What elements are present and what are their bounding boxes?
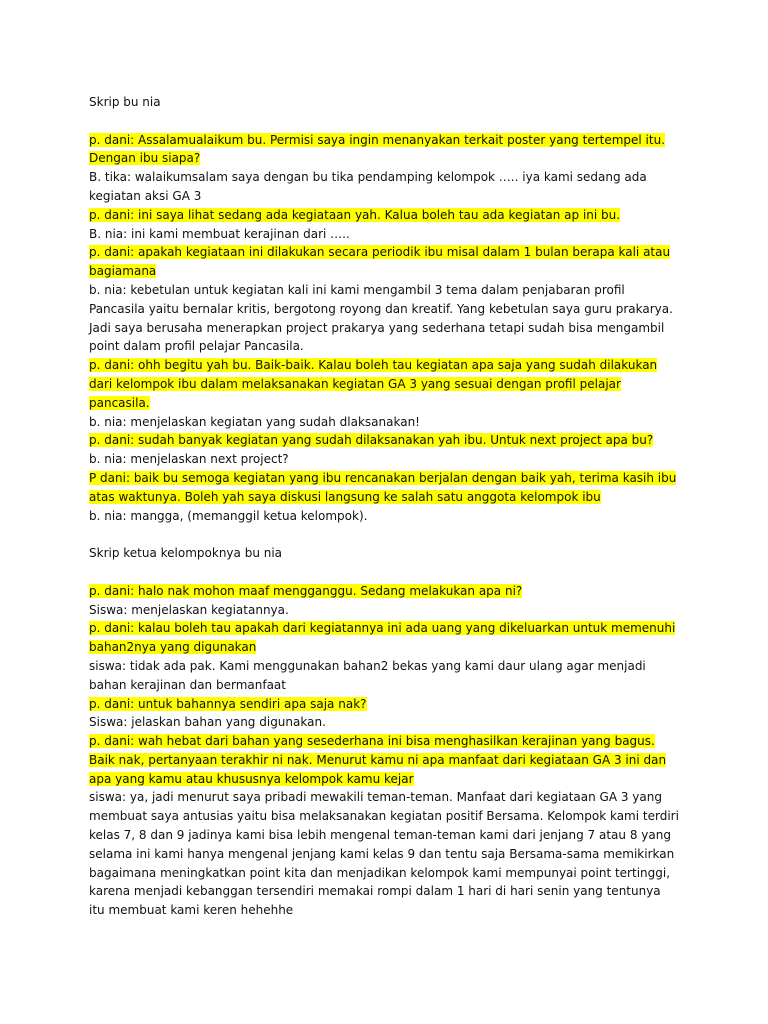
dialogue-text: B. tika: walaikumsalam saya dengan bu tika pendamping kelompok ….. iya kami sedang ada kegiatan aksi GA 3	[89, 170, 647, 203]
dialogue-line	[89, 657, 679, 695]
dialogue-text: siswa: tidak ada pak. Kami menggunakan bahan2 bekas yang kami daur ulang agar menjadi bahan kerajinan dan bermanfaat	[89, 658, 646, 692]
dialogue-section-2	[89, 582, 679, 920]
highlighted-text: p. dani: untuk bahannya sendiri apa saja nak?	[89, 696, 367, 711]
dialogue-line	[89, 582, 679, 601]
highlighted-text: p. dani: wah hebat dari bahan yang sesederhana ini bisa menghasilkan kerajinan yang bagus. Baik nak, pertanyaan terakhir ni nak. Menurut kamu ni apa manfaat dari kegiataan GA 3 ini dan apa yang kamu atau khususnya kelompok kamu kejar	[89, 734, 667, 786]
dialogue-line	[89, 131, 679, 169]
highlighted-text: p. dani: ohh begitu yah bu. Baik-baik. Kalau boleh tau kegiatan apa saja yang sudah dilakukan dari kelompok ibu dalam melaksanakan kegiatan GA 3 yang sesuai dengan profil pelajar pancasila.	[89, 358, 658, 410]
highlighted-text: p. dani: halo nak mohon maaf mengganggu. Sedang melakukan apa ni?	[89, 583, 523, 598]
heading-skrip-ketua-kelompok: Skrip ketua kelompoknya bu nia	[89, 546, 283, 561]
dialogue-line	[89, 601, 679, 620]
dialogue-line	[89, 206, 679, 225]
dialogue-text: b. nia: menjelaskan next project?	[89, 452, 289, 467]
document-content	[89, 93, 679, 920]
dialogue-text: B. nia: ini kami membuat kerajinan dari …..	[89, 226, 350, 241]
dialogue-line	[89, 168, 679, 206]
dialogue-line	[89, 788, 679, 920]
highlighted-text: p. dani: kalau boleh tau apakah dari kegiatannya ini ada uang yang dikeluarkan untuk memenuhi bahan2nya yang digunakan	[89, 621, 676, 655]
dialogue-line	[89, 507, 679, 526]
highlighted-text: p. dani: sudah banyak kegiatan yang sudah dilaksanakan yah ibu. Untuk next project apa bu?	[89, 433, 654, 448]
dialogue-line	[89, 356, 679, 412]
dialogue-section-1	[89, 131, 679, 526]
highlighted-text: p. dani: Assalamualaikum bu. Permisi saya ingin menanyakan terkait poster yang tertempel itu. Dengan ibu siapa?	[89, 132, 666, 166]
highlighted-text: p. dani: ini saya lihat sedang ada kegiataan yah. Kalua boleh tau ada kegiatan ap ini bu.	[89, 207, 621, 222]
highlighted-text: P dani: baik bu semoga kegiatan yang ibu rencanakan berjalan dengan baik yah, terima kasih ibu atas waktunya. Boleh yah saya diskusi langsung ke salah satu anggota kelompok ibu	[89, 470, 677, 504]
dialogue-text: b. nia: kebetulan untuk kegiatan kali ini kami mengambil 3 tema dalam penjabaran profil Pancasila yaitu bernalar kritis, bergotong royong dan kreatif. Yang kebetulan saya guru prakarya. Jadi saya berusaha menerapkan project prakarya yang sederhana tetapi sudah bisa mengambil point dalam profil pelajar Pancasila.	[89, 282, 673, 354]
dialogue-text: b. nia: mangga, (memanggil ketua kelompok).	[89, 508, 368, 523]
highlighted-text: p. dani: apakah kegiataan ini dilakukan secara periodik ibu misal dalam 1 bulan berapa kali atau bagiamana	[89, 245, 671, 279]
dialogue-text: b. nia: menjelaskan kegiatan yang sudah dlaksanakan!	[89, 414, 420, 429]
dialogue-text: Siswa: jelaskan bahan yang digunakan.	[89, 715, 326, 730]
dialogue-line	[89, 225, 679, 244]
dialogue-line	[89, 450, 679, 469]
heading-skrip-bu-nia: Skrip bu nia	[89, 95, 161, 109]
dialogue-line	[89, 619, 679, 657]
dialogue-line	[89, 469, 679, 507]
dialogue-text: siswa: ya, jadi menurut saya pribadi mewakili teman-teman. Manfaat dari kegiataan GA 3 yang membuat saya antusias yaitu bisa melaksanakan kegiatan positif Bersama. Kelompok kami terdiri kelas 7, 8 dan 9 jadinya kami bisa lebih mengenal teman-teman kami dari jenjang 7 atau 8 yang selama ini kami hanya mengenal jenjang kami kelas 9 dan tentu saja Bersama-sama memikirkan bagaimana meningkatkan point kita dan menjadikan kelompok kami mempunyai point tertinggi, karena menjadi kebanggan tersendiri memakai rompi dalam 1 hari di hari senin yang tentunya itu membuat kami keren hehehhe	[89, 790, 679, 918]
dialogue-line	[89, 695, 679, 714]
dialogue-line	[89, 243, 679, 281]
dialogue-text: Siswa: menjelaskan kegiatannya.	[89, 602, 289, 617]
dialogue-line	[89, 713, 679, 732]
dialogue-line	[89, 413, 679, 432]
section-gap	[89, 525, 679, 544]
dialogue-line	[89, 281, 679, 356]
dialogue-line	[89, 732, 679, 788]
dialogue-line	[89, 431, 679, 450]
